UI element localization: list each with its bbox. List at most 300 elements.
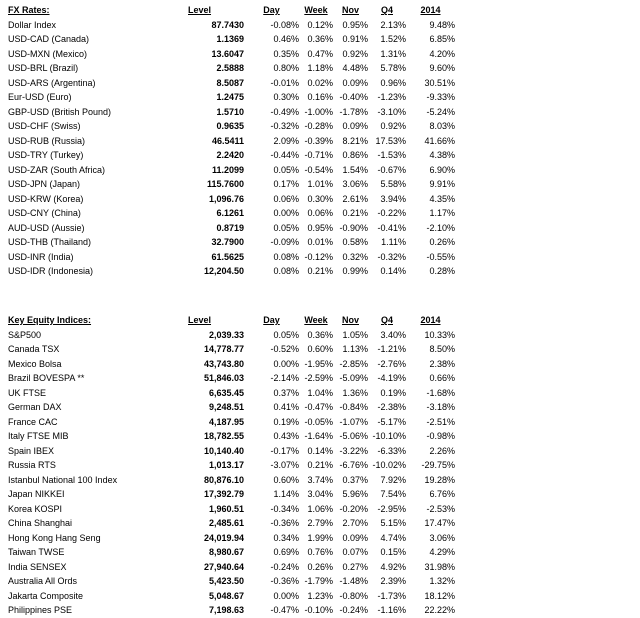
fx-cell-level: 87.7430 [211,19,244,30]
equity-cell-name: German DAX [8,402,62,412]
equity-cell-ytd-2014: -0.98% [426,431,455,441]
equity-header-q4: Q4 [380,315,393,325]
equity-row [8,516,632,531]
fx-row [8,76,632,91]
equity-cell-week: 0.76% [307,547,333,557]
equity-cell-level: 1,960.51 [208,503,244,514]
equity-cell-q4: 2.39% [380,576,406,586]
fx-cell-level: 1,096.76 [208,193,244,204]
equity-cell-nov: 5.96% [342,489,368,499]
fx-cell-name: AUD-USD (Aussie) [8,222,85,233]
equity-row [8,400,632,415]
fx-row [8,61,632,76]
fx-cell-day: 0.05% [273,164,299,175]
fx-cell-name: Eur-USD (Euro) [8,92,72,102]
equity-row [8,357,632,372]
equity-cell-name: S&P500 [8,329,42,340]
equity-indices-section [8,313,632,618]
fx-cell-name: USD-CNY (China) [8,208,81,218]
fx-cell-week: 0.36% [307,34,333,44]
fx-cell-week: -0.71% [304,150,333,160]
fx-row [8,250,632,265]
fx-header-week: Week [304,5,328,15]
fx-cell-q4: 0.92% [380,121,406,131]
equity-row [8,458,632,473]
fx-cell-ytd-2014: 41.66% [424,135,455,146]
equity-row [8,502,632,517]
equity-cell-q4: -10.10% [372,431,406,441]
equity-cell-day: -0.24% [270,561,299,572]
fx-row [8,32,632,47]
fx-cell-name: GBP-USD (British Pound) [8,106,112,117]
fx-row [8,221,632,236]
fx-row [8,148,632,163]
fx-row [8,90,632,105]
fx-cell-ytd-2014: 9.91% [429,179,455,189]
fx-cell-day: -0.44% [270,150,299,160]
equity-cell-ytd-2014: -3.18% [426,402,455,412]
fx-cell-nov: 2.61% [342,193,368,204]
fx-header-nov: Nov [341,5,359,15]
fx-cell-day: 0.30% [273,92,299,102]
fx-header-row [8,3,632,18]
fx-cell-ytd-2014: 1.17% [429,208,455,218]
fx-cell-day: 0.80% [273,63,299,73]
fx-cell-week: 0.95% [307,222,333,233]
equity-cell-name: Istanbul National 100 Index [8,474,118,485]
fx-cell-day: -0.49% [270,106,299,117]
equity-cell-week: 0.60% [307,344,333,354]
equity-row [8,589,632,604]
fx-header-2014: 2014 [420,5,441,15]
equity-row [8,444,632,459]
fx-cell-level: 6.1261 [216,208,244,218]
equity-cell-name: Spain IBEX [8,445,55,456]
fx-cell-ytd-2014: 30.51% [424,77,455,88]
fx-cell-name: USD-CAD (Canada) [8,34,90,44]
fx-cell-nov: 3.06% [342,179,368,189]
fx-cell-q4: 0.14% [380,266,406,276]
fx-row [8,177,632,192]
equity-cell-day: 0.43% [273,431,299,441]
equity-cell-day: 0.37% [273,387,299,398]
fx-cell-day: 0.06% [273,193,299,204]
fx-cell-day: -0.32% [270,121,299,131]
equity-cell-q4: -5.17% [377,416,406,427]
equity-header-nov: Nov [341,315,359,325]
equity-cell-nov: 0.37% [342,474,368,485]
fx-row [8,264,632,279]
fx-rates-table [8,3,632,279]
equity-cell-nov: -1.48% [339,576,368,586]
equity-cell-week: 2.79% [307,518,333,528]
fx-cell-week: -0.12% [304,251,333,262]
equity-cell-q4: 0.15% [380,547,406,557]
fx-cell-ytd-2014: 4.38% [429,150,455,160]
equity-cell-q4: -6.33% [377,445,406,456]
equity-cell-nov: 1.36% [342,387,368,398]
fx-cell-level: 2.5888 [216,63,244,73]
equity-cell-q4: 4.74% [380,532,406,543]
equity-indices-table [8,313,632,618]
equity-row [8,531,632,546]
equity-cell-ytd-2014: 17.47% [424,518,455,528]
equity-cell-nov: -0.24% [339,605,368,615]
equity-cell-nov: -6.76% [339,460,368,470]
equity-cell-level: 8,980.67 [208,547,244,557]
fx-cell-ytd-2014: 8.03% [429,121,455,131]
equity-cell-name: France CAC [8,416,58,427]
equity-cell-level: 18,782.55 [203,431,244,441]
fx-row [8,47,632,62]
equity-cell-day: 0.69% [273,547,299,557]
equity-cell-q4: -10.02% [372,460,406,470]
fx-cell-day: -0.01% [270,77,299,88]
fx-cell-q4: 1.52% [380,34,406,44]
fx-cell-ytd-2014: -0.55% [426,251,455,262]
equity-row [8,328,632,343]
equity-row [8,473,632,488]
fx-cell-q4: -0.22% [377,208,406,218]
fx-cell-week: -0.28% [304,121,333,131]
fx-cell-q4: 3.94% [380,193,406,204]
equity-cell-name: Mexico Bolsa [8,358,62,369]
equity-cell-week: -2.59% [304,373,333,383]
equity-cell-day: -0.34% [270,503,299,514]
fx-cell-week: 0.12% [307,19,333,30]
equity-cell-nov: 0.09% [342,532,368,543]
equity-cell-ytd-2014: 19.28% [424,474,455,485]
equity-cell-level: 7,198.63 [208,605,244,615]
equity-cell-q4: 7.54% [380,489,406,499]
equity-cell-day: -0.36% [270,518,299,528]
fx-header-level: Level [188,5,212,15]
fx-cell-name: USD-IDR (Indonesia) [8,266,94,276]
fx-cell-week: -0.39% [304,135,333,146]
equity-cell-name: Japan NIKKEI [8,489,65,499]
equity-cell-q4: -2.95% [377,503,406,514]
equity-header-2014: 2014 [420,315,441,325]
equity-cell-level: 5,423.50 [208,576,244,586]
fx-cell-level: 0.9635 [216,121,244,131]
fx-cell-name: USD-MXN (Mexico) [8,48,88,59]
fx-cell-name: USD-BRL (Brazil) [8,63,79,73]
fx-cell-week: 0.06% [307,208,333,218]
fx-cell-name: USD-KRW (Korea) [8,193,84,204]
fx-cell-week: -1.00% [304,106,333,117]
equity-cell-day: 0.34% [273,532,299,543]
fx-cell-week: 1.01% [307,179,333,189]
equity-cell-ytd-2014: 2.38% [429,358,455,369]
fx-cell-level: 11.2099 [211,164,244,175]
equity-cell-week: -0.10% [304,605,333,615]
equity-cell-level: 9,248.51 [208,402,244,412]
fx-cell-week: 0.21% [307,266,333,276]
fx-cell-nov: 0.09% [342,121,368,131]
equity-cell-week: 1.23% [307,590,333,601]
fx-header-day: Day [263,5,280,15]
equity-cell-q4: -1.73% [377,590,406,601]
equity-cell-name: Philippines PSE [8,605,73,615]
equity-row [8,603,632,618]
equity-cell-ytd-2014: 4.29% [429,547,455,557]
fx-cell-nov: 0.92% [342,48,368,59]
fx-cell-name: USD-RUB (Russia) [8,135,86,146]
equity-cell-ytd-2014: 3.06% [429,532,455,543]
fx-row [8,119,632,134]
equity-row [8,545,632,560]
equity-cell-week: -0.47% [304,402,333,412]
equity-cell-nov: -3.22% [339,445,368,456]
fx-cell-nov: 0.58% [342,237,368,247]
fx-cell-day: 0.08% [273,266,299,276]
fx-table-body [8,18,632,279]
equity-cell-day: 0.05% [273,329,299,340]
equity-cell-level: 51,846.03 [203,373,244,383]
equity-cell-level: 6,635.45 [208,387,244,398]
fx-cell-q4: -1.53% [377,150,406,160]
fx-cell-day: -0.08% [270,19,299,30]
equity-cell-ytd-2014: -2.51% [426,416,455,427]
equity-cell-q4: 3.40% [380,329,406,340]
equity-cell-nov: 0.07% [342,547,368,557]
equity-row [8,429,632,444]
equity-cell-nov: -5.06% [339,431,368,441]
fx-cell-name: USD-ARS (Argentina) [8,77,96,88]
fx-cell-nov: 0.09% [342,77,368,88]
equity-cell-ytd-2014: 31.98% [424,561,455,572]
equity-cell-q4: -4.19% [377,373,406,383]
fx-cell-q4: -0.32% [377,251,406,262]
fx-cell-nov: 0.21% [342,208,368,218]
equity-cell-day: 1.14% [273,489,299,499]
equity-cell-name: Taiwan TWSE [8,547,65,557]
fx-row [8,134,632,149]
fx-cell-week: 0.02% [307,77,333,88]
fx-row [8,105,632,120]
equity-cell-level: 80,876.10 [203,474,244,485]
equity-cell-name: Brazil BOVESPA ** [8,373,85,383]
equity-cell-week: -1.64% [304,431,333,441]
fx-section-title: FX Rates: [8,5,50,15]
fx-cell-q4: 0.96% [380,77,406,88]
equity-header-level: Level [188,315,212,325]
fx-cell-nov: 0.32% [342,251,368,262]
equity-row [8,574,632,589]
equity-header-week: Week [304,315,328,325]
equity-cell-nov: 1.05% [342,329,368,340]
equity-cell-level: 10,140.40 [203,445,244,456]
equity-cell-week: -1.79% [304,576,333,586]
fx-cell-ytd-2014: 0.26% [429,237,455,247]
equity-cell-week: 3.04% [307,489,333,499]
equity-cell-q4: -1.21% [377,344,406,354]
fx-cell-q4: 1.11% [381,237,406,247]
equity-cell-day: -3.07% [270,460,299,470]
equity-cell-name: Russia RTS [8,460,56,470]
fx-cell-nov: -0.40% [339,92,368,102]
fx-header-q4: Q4 [380,5,393,15]
equity-cell-day: 0.00% [273,590,299,601]
equity-cell-level: 14,778.77 [203,344,244,354]
equity-table-body [8,328,632,618]
equity-cell-name: India SENSEX [8,561,67,572]
equity-cell-q4: -2.76% [377,358,406,369]
fx-cell-day: 0.08% [273,251,299,262]
fx-cell-level: 1.2475 [216,92,244,102]
fx-cell-nov: 0.86% [342,150,368,160]
equity-cell-nov: -0.84% [339,402,368,412]
equity-header-row [8,313,632,328]
equity-cell-ytd-2014: -29.75% [421,460,455,470]
equity-cell-nov: 2.70% [342,518,368,528]
fx-cell-ytd-2014: 9.60% [429,63,455,73]
fx-cell-level: 1.5710 [216,106,244,117]
equity-cell-name: Hong Kong Hang Seng [8,532,101,543]
fx-cell-nov: -1.78% [339,106,368,117]
fx-rates-section [8,3,632,279]
fx-cell-q4: 2.13% [380,19,406,30]
fx-row [8,192,632,207]
equity-cell-nov: -2.85% [339,358,368,369]
fx-cell-q4: -3.10% [377,106,406,117]
fx-cell-name: USD-INR (India) [8,251,74,262]
equity-cell-ytd-2014: 18.12% [424,590,455,601]
equity-cell-ytd-2014: 8.50% [429,344,455,354]
equity-cell-level: 2,039.33 [208,329,244,340]
fx-cell-week: 1.18% [307,63,333,73]
fx-cell-level: 46.5411 [211,135,244,146]
equity-cell-nov: 0.27% [342,561,368,572]
equity-cell-nov: -0.20% [339,503,368,514]
equity-row [8,560,632,575]
equity-cell-name: China Shanghai [8,518,73,528]
equity-cell-name: UK FTSE [8,387,47,398]
equity-cell-name: Korea KOSPI [8,503,63,514]
equity-cell-day: 0.60% [273,474,299,485]
equity-cell-name: Italy FTSE MIB [8,431,69,441]
equity-cell-name: Australia All Ords [8,576,78,586]
fx-row [8,18,632,33]
fx-cell-ytd-2014: 9.48% [429,19,455,30]
equity-row [8,415,632,430]
equity-cell-week: 1.06% [307,503,333,514]
fx-cell-week: 0.47% [307,48,333,59]
equity-cell-day: 0.19% [273,416,299,427]
equity-cell-level: 17,392.79 [203,489,244,499]
fx-cell-name: USD-JPN (Japan) [8,179,81,189]
fx-cell-level: 12,204.50 [203,266,244,276]
fx-cell-level: 115.7600 [206,179,244,189]
fx-cell-week: -0.54% [304,164,333,175]
fx-cell-ytd-2014: -9.33% [426,92,455,102]
fx-cell-week: 0.16% [307,92,333,102]
equity-cell-q4: 7.92% [380,474,406,485]
equity-cell-ytd-2014: 2.26% [429,445,455,456]
equity-cell-level: 43,743.80 [203,358,244,369]
equity-section-title: Key Equity Indices: [8,315,92,325]
equity-row [8,371,632,386]
fx-cell-nov: 8.21% [342,135,368,146]
equity-cell-level: 1,013.17 [208,460,244,470]
equity-cell-level: 27,940.64 [203,561,244,572]
fx-cell-q4: -1.23% [377,92,406,102]
fx-cell-name: USD-CHF (Swiss) [8,121,81,131]
equity-cell-nov: -1.07% [339,416,368,427]
equity-row [8,386,632,401]
fx-cell-nov: 1.54% [342,164,368,175]
fx-row [8,235,632,250]
equity-cell-q4: 0.19% [380,387,406,398]
fx-cell-name: USD-ZAR (South Africa) [8,164,106,175]
equity-cell-level: 4,187.95 [208,416,244,427]
fx-cell-q4: 1.31% [380,48,406,59]
equity-cell-week: 1.99% [307,532,333,543]
equity-cell-day: 0.41% [273,402,299,412]
fx-cell-level: 61.5625 [211,251,244,262]
equity-cell-level: 5,048.67 [208,590,244,601]
fx-cell-nov: 4.48% [342,63,368,73]
equity-cell-name: Jakarta Composite [8,590,84,601]
fx-cell-level: 0.8719 [216,222,244,233]
equity-header-day: Day [263,315,280,325]
equity-cell-q4: -1.16% [377,605,406,615]
fx-cell-q4: -0.41% [377,222,406,233]
equity-cell-level: 2,485.61 [208,518,244,528]
equity-row [8,342,632,357]
fx-cell-level: 2.2420 [216,150,244,160]
fx-cell-week: 0.01% [307,237,333,247]
fx-cell-day: 0.05% [273,222,299,233]
equity-cell-day: -2.14% [270,373,299,383]
fx-row [8,206,632,221]
fx-cell-day: 0.00% [273,208,299,218]
equity-cell-week: 1.04% [307,387,333,398]
fx-cell-week: 0.30% [307,193,333,204]
fx-cell-q4: -0.67% [377,164,406,175]
equity-cell-week: 0.21% [307,460,333,470]
equity-cell-ytd-2014: -1.68% [426,387,455,398]
fx-cell-q4: 5.58% [380,179,406,189]
fx-cell-name: USD-TRY (Turkey) [8,150,84,160]
fx-cell-day: 0.46% [273,34,299,44]
fx-cell-level: 32.7900 [211,237,244,247]
fx-cell-q4: 5.78% [380,63,406,73]
fx-cell-ytd-2014: -2.10% [426,222,455,233]
fx-cell-nov: 0.91% [342,34,368,44]
equity-cell-q4: 4.92% [380,561,406,572]
equity-cell-day: -0.52% [270,344,299,354]
fx-cell-day: 0.35% [273,48,299,59]
equity-cell-week: 0.14% [307,445,333,456]
fx-cell-nov: 0.99% [342,266,368,276]
equity-cell-nov: 1.13% [342,344,368,354]
equity-cell-name: Canada TSX [8,344,60,354]
fx-cell-day: 0.17% [273,179,299,189]
fx-cell-nov: 0.95% [342,19,368,30]
equity-cell-ytd-2014: 0.66% [429,373,455,383]
fx-cell-ytd-2014: 0.28% [429,266,455,276]
equity-cell-ytd-2014: 10.33% [424,329,455,340]
equity-cell-week: -0.05% [304,416,333,427]
fx-row [8,163,632,178]
equity-cell-nov: -0.80% [339,590,368,601]
equity-cell-ytd-2014: -2.53% [426,503,455,514]
equity-cell-q4: 5.15% [380,518,406,528]
equity-cell-ytd-2014: 22.22% [424,605,455,615]
fx-cell-level: 13.6047 [211,48,244,59]
fx-cell-level: 8.5087 [216,77,244,88]
